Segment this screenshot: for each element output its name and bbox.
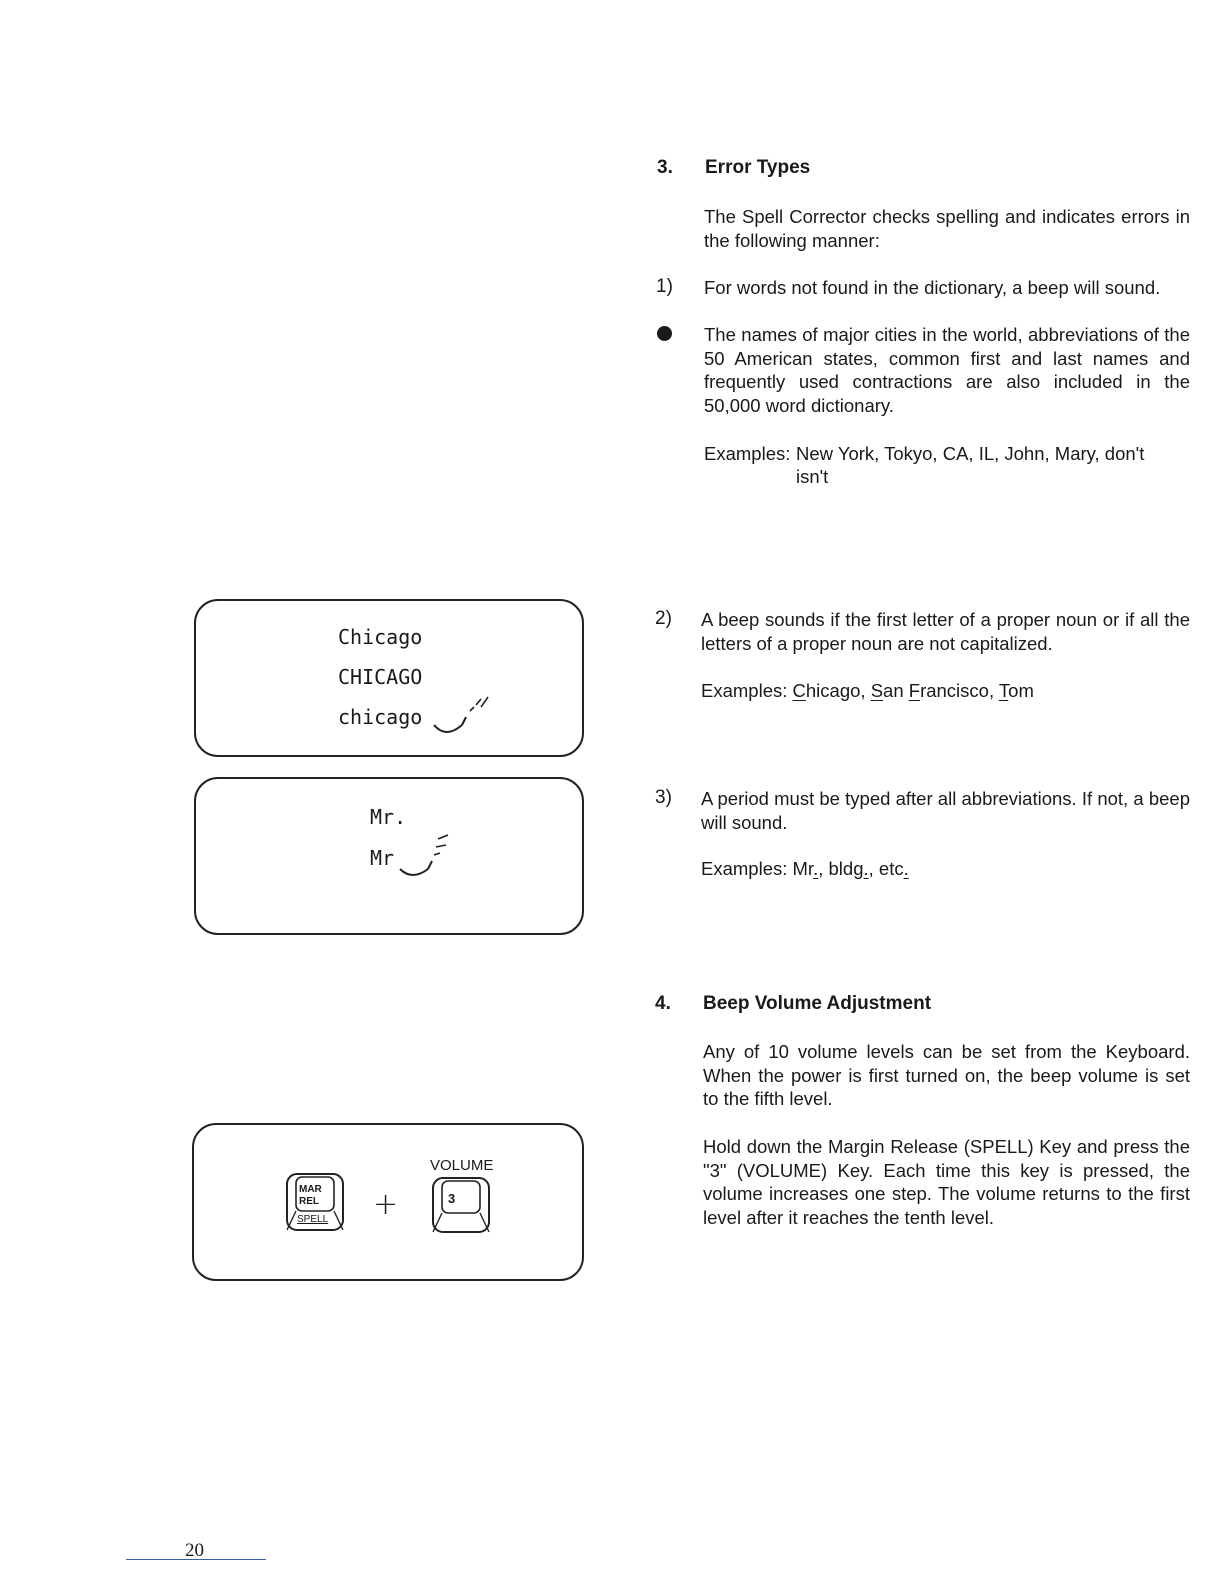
ex-tom-initial: T: [998, 680, 1009, 701]
item-3-marker: 3): [655, 787, 672, 808]
ex-mr-comma: ,: [818, 858, 824, 879]
key1-mid-label: REL: [299, 1196, 319, 1207]
key1-top-label: MAR: [299, 1184, 322, 1195]
section-4-number: 4.: [655, 993, 671, 1014]
ex-chicago-rest: hicago,: [805, 680, 866, 701]
item-3-text: A period must be typed after all abbreviations. If not, a beep will sound.: [701, 788, 1190, 833]
section-3-intro: The Spell Corrector checks spelling and indicates errors in the following manner:: [704, 206, 1190, 251]
ex-mr-word: Mr: [792, 858, 814, 879]
item-1-marker: 1): [656, 276, 673, 297]
item-2-examples-label: Examples:: [701, 680, 788, 701]
item-2-examples: [701, 679, 1034, 703]
item-1-text: For words not found in the dictionary, a beep will sound.: [704, 277, 1161, 298]
volume-caption: VOLUME: [430, 1157, 494, 1174]
example-mr-wrong: Mr: [370, 846, 395, 870]
ex-etc-word: etc: [878, 858, 904, 879]
item-2-marker: 2): [655, 608, 672, 629]
section-4-title: Beep Volume Adjustment: [703, 993, 932, 1014]
volume-key-icon: [430, 1175, 492, 1235]
item-3-examples-label: Examples:: [701, 858, 788, 879]
item-1-examples-label: Examples:: [704, 443, 791, 464]
illustration-abbreviation: [194, 777, 584, 935]
item-2-text: A beep sounds if the first letter of a proper noun or if all the letters of a proper noun are not capitalized.: [701, 609, 1190, 654]
section-4-para1: Any of 10 volume levels can be set from the Keyboard. When the power is first turned on, the beep volume is set to the fifth level.: [703, 1041, 1190, 1109]
item-1-examples-line2: isn't: [796, 466, 829, 487]
example-mr-correct: Mr.: [370, 805, 407, 829]
section-4-para2: Hold down the Margin Release (SPELL) Key and press the "3" (VOLUME) Key. Each time this key is pressed, the volume increases one step. The volume returns to the first level after it reaches the tenth level.: [703, 1136, 1190, 1228]
section-3-title: Error Types: [705, 157, 811, 178]
volume-key-number: 3: [448, 1191, 456, 1206]
key1-bottom-label: SPELL: [297, 1214, 329, 1225]
beep-sound-icon: [396, 829, 466, 885]
example-chicago-wrong: chicago: [338, 705, 423, 729]
footer-rule: [126, 1559, 266, 1560]
item-1-examples-line1: New York, Tokyo, CA, IL, John, Mary, don't: [796, 443, 1145, 464]
ex-bldg-word: bldg: [828, 858, 864, 879]
plus-sign: +: [373, 1187, 399, 1222]
item-1-bullet-text: The names of major cities in the world, abbreviations of the 50 American states, common first and last names and frequently used contractions are also included in the 50,000 word dictionary.: [704, 324, 1190, 416]
ex-tom-rest: om: [1008, 680, 1034, 701]
illustration-volume-keys: [192, 1123, 584, 1281]
bullet-dot: [657, 326, 672, 341]
ex-san-rest: an: [883, 680, 909, 701]
example-chicago-correct: Chicago: [338, 625, 423, 649]
ex-etc-period: .: [903, 858, 909, 879]
ex-san-initial: S: [870, 680, 884, 701]
example-chicago-caps: CHICAGO: [338, 665, 423, 689]
illustration-capitalization: [194, 599, 584, 757]
section-3-number: 3.: [657, 157, 673, 178]
ex-francisco-rest: rancisco,: [920, 680, 995, 701]
beep-sound-icon: [426, 685, 506, 745]
item-3-examples: [701, 857, 909, 881]
ex-bldg-comma: ,: [868, 858, 874, 879]
ex-bldg-period: .: [863, 858, 869, 879]
ex-chicago-initial: C: [792, 680, 806, 701]
page-number: 20: [185, 1540, 204, 1561]
ex-mr-period: .: [813, 858, 819, 879]
ex-francisco-initial: F: [908, 680, 921, 701]
